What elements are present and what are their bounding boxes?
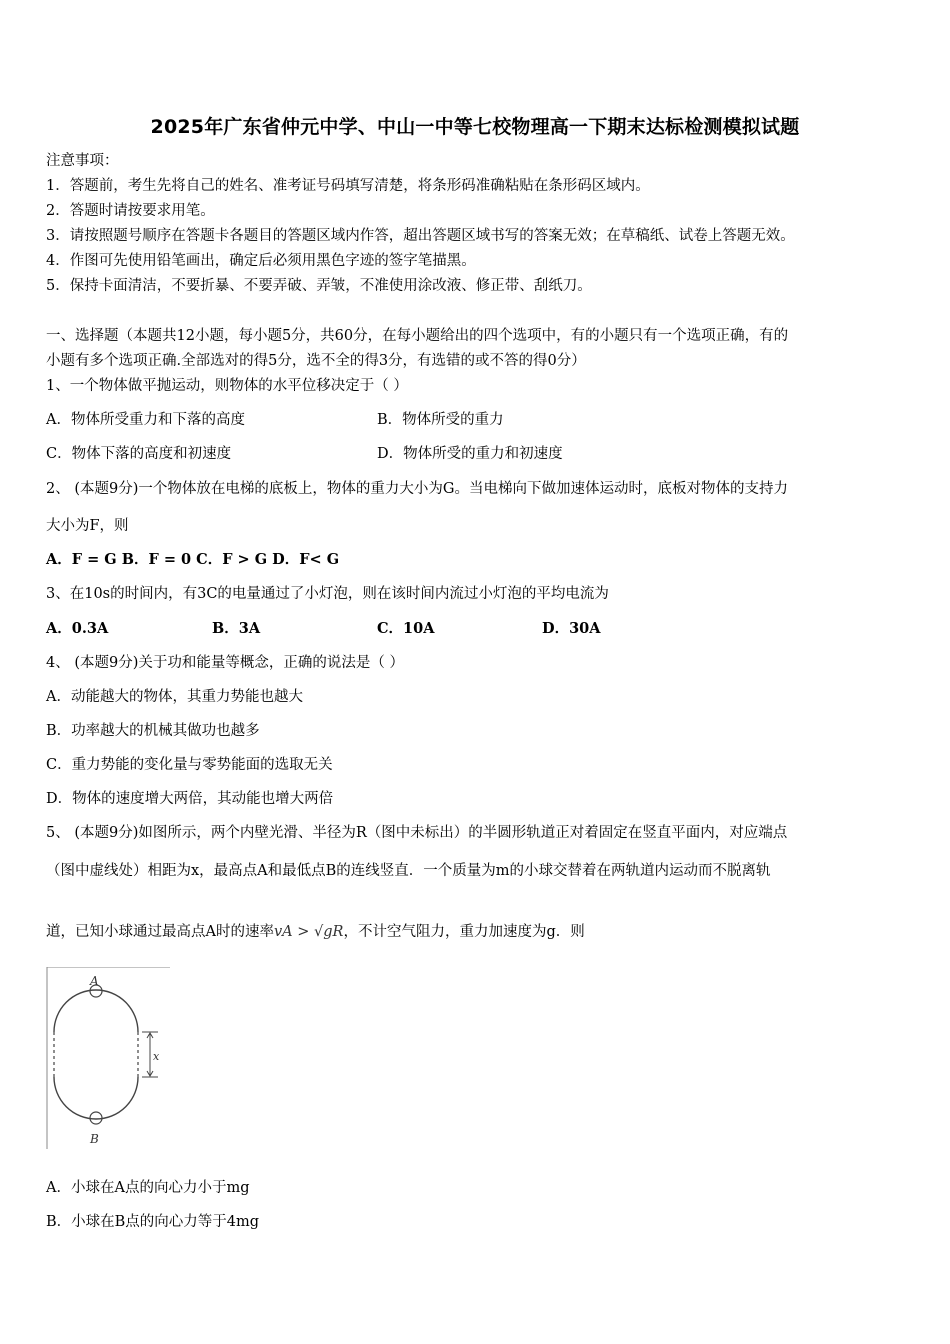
notice-item: 1．答题前，考生先将自己的姓名、准考证号码填写清楚，将条形码准确粘贴在条形码区域内。 — [46, 178, 650, 194]
notice-heading: 注意事项： — [46, 153, 119, 169]
question-5-stem-cont: （图中虚线处）相距为x，最高点A和最低点B的连线竖直．一个质量为m的小球交替着在两轨道内运动而不脱离轨 — [46, 863, 771, 879]
track-diagram — [46, 967, 171, 1152]
q3-option-b: B．3A — [212, 620, 261, 637]
question-5-stem-cont2 — [46, 922, 585, 942]
notice-item: 5．保持卡面清洁，不要折暴、不要弄破、弄皱，不准使用涂改液、修正带、刮纸刀。 — [46, 278, 592, 294]
ball-at-b — [90, 1112, 102, 1124]
question-1-stem: 1、一个物体做平抛运动，则物体的水平位移决定于（ ） — [46, 378, 408, 394]
q5-text-before-formula: 道，已知小球通过最高点A时的速率 — [46, 924, 274, 940]
q1-option-b: B．物体所受的重力 — [377, 412, 504, 428]
page-title: 2025年广东省仲元中学、中山一中等七校物理高一下期末达标检测模拟试题 — [150, 116, 800, 138]
lower-semicircle-track — [54, 1077, 138, 1119]
q4-option-a: A．动能越大的物体，其重力势能也越大 — [46, 689, 303, 705]
q4-option-d: D．物体的速度增大两倍，其动能也增大两倍 — [46, 791, 334, 807]
q4-option-c: C．重力势能的变化量与零势能面的选取无关 — [46, 757, 333, 773]
label-a: A — [90, 974, 99, 988]
question-5-stem: 5、 (本题9分)如图所示，两个内壁光滑、半径为R（图中未标出）的半圆形轨道正对着固定在竖直平面内，对应端点 — [46, 825, 788, 841]
notice-item: 3．请按照题号顺序在答题卡各题目的答题区域内作答，超出答题区域书写的答案无效；在草稿纸、试卷上答题无效。 — [46, 228, 795, 244]
question-2-stem-cont: 大小为F，则 — [46, 518, 129, 534]
upper-semicircle-track — [54, 990, 138, 1032]
question-4-stem: 4、 (本题9分)关于功和能量等概念，正确的说法是（ ） — [46, 655, 404, 671]
q5-option-a: A．小球在A点的向心力小于mg — [46, 1180, 250, 1196]
section-instructions: 小题有多个选项正确.全部选对的得5分，选不全的得3分，有选错的或不答的得0分） — [46, 353, 586, 369]
q1-option-a: A．物体所受重力和下落的高度 — [46, 412, 245, 428]
q3-option-d: D．30A — [542, 620, 601, 637]
label-b: B — [90, 1132, 99, 1146]
question-2-stem: 2、 (本题9分)一个物体放在电梯的底板上，物体的重力大小为G。当电梯向下做加速体运动时，底板对物体的支持力 — [46, 481, 788, 497]
q3-option-c: C．10A — [377, 620, 435, 637]
q5-text-after-formula: ，不计空气阻力，重力加速度为g．则 — [343, 924, 585, 940]
label-x: x — [153, 1050, 160, 1063]
q1-option-d: D．物体所受的重力和初速度 — [377, 446, 563, 462]
q4-option-b: B．功率越大的机械其做功也越多 — [46, 723, 260, 739]
q1-option-c: C．物体下落的高度和初速度 — [46, 446, 232, 462]
velocity-formula: vA > √gR — [273, 924, 344, 940]
notice-item: 2．答题时请按要求用笔。 — [46, 203, 215, 219]
question-3-stem: 3、在10s的时间内，有3C的电量通过了小灯泡，则在该时间内流过小灯泡的平均电流为 — [46, 586, 609, 602]
notice-item: 4．作图可先使用铅笔画出，确定后必须用黑色字迹的签字笔描黑。 — [46, 253, 476, 269]
q5-option-b: B．小球在B点的向心力等于4mg — [46, 1214, 260, 1230]
q2-options: A．F = G B．F = 0 C．F > G D．F< G — [46, 551, 340, 568]
section-instructions: 一、选择题（本题共12小题，每小题5分，共60分，在每小题给出的四个选项中，有的小题只有一个选项正确，有的 — [46, 328, 789, 344]
q3-option-a: A．0.3A — [46, 620, 109, 637]
